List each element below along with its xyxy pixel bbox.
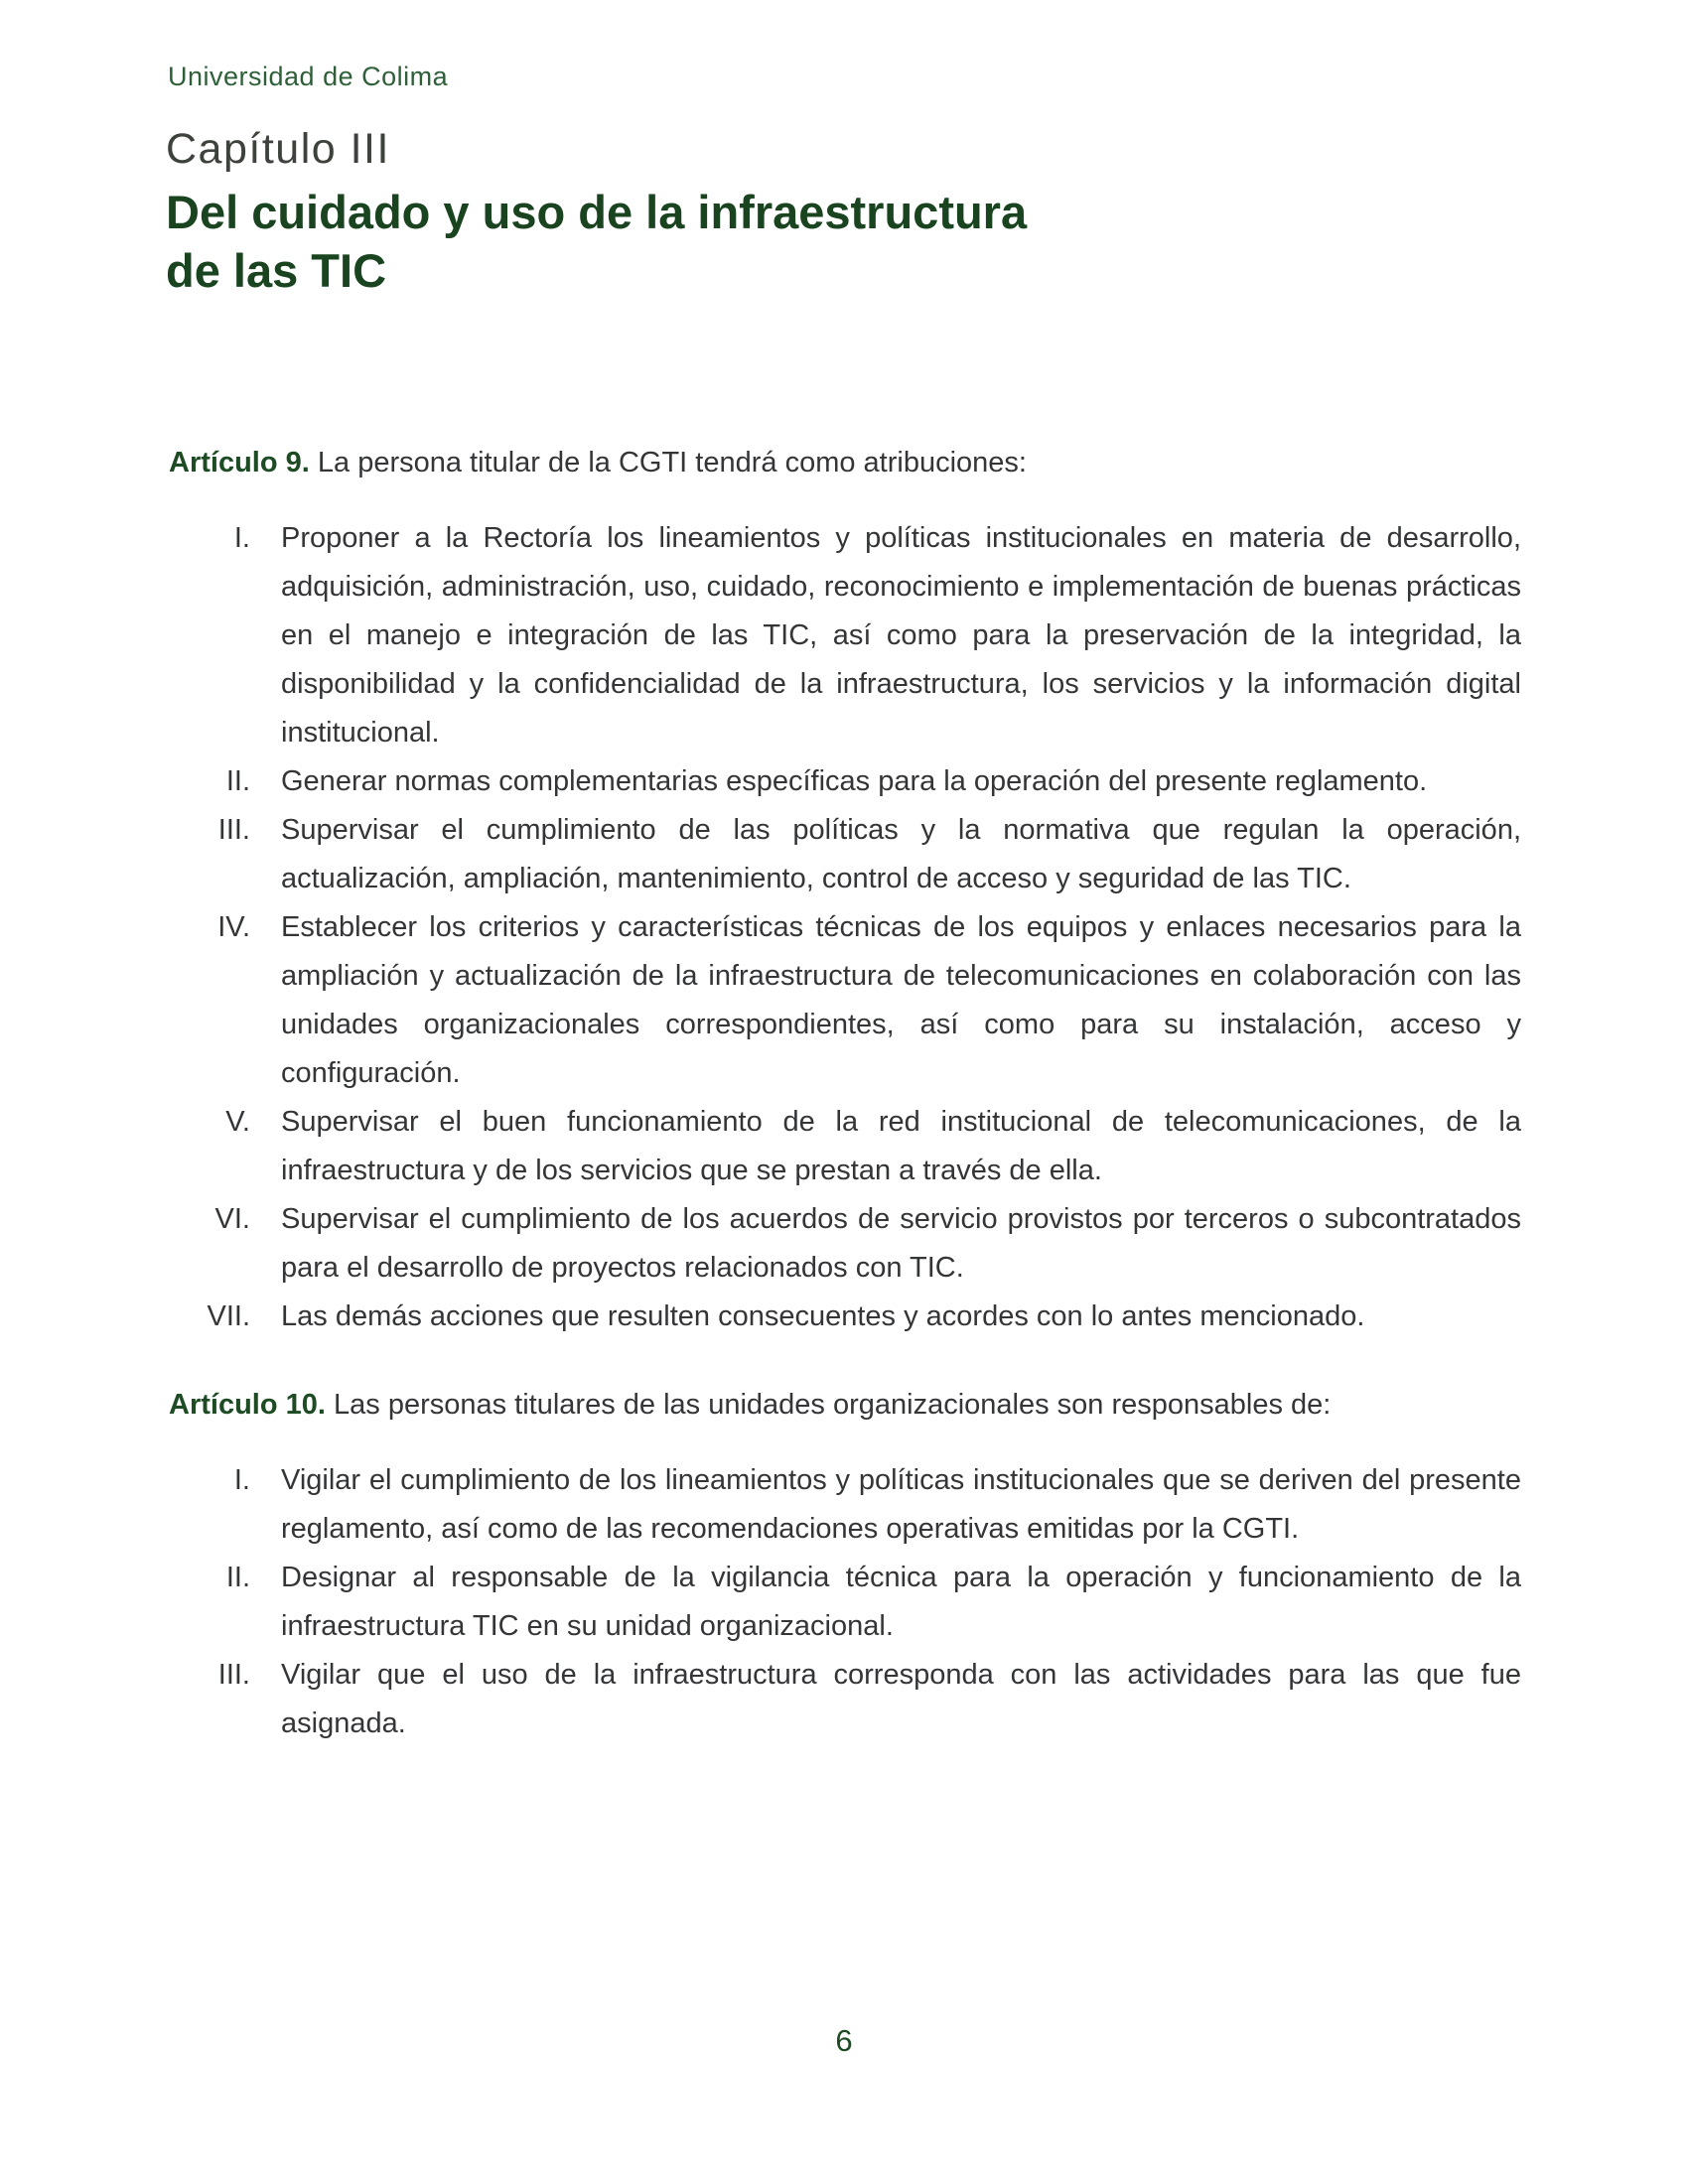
article-list: [169, 1456, 1521, 1748]
article-intro: [169, 439, 1521, 487]
article-intro-text: Las personas titulares de las unidades organizacionales son responsables de:: [334, 1389, 1332, 1421]
articles: [169, 439, 1521, 1748]
list-item-text: Vigilar que el uso de la infraestructura corresponda con las actividades para las que fue asignada.: [281, 1659, 1521, 1739]
page-number: 6: [835, 2023, 853, 2058]
chapter-title-line2: de las TIC: [166, 244, 387, 297]
list-item-text: Vigilar el cumplimiento de los lineamientos y políticas institucionales que se deriven del presente reglamento, así como de las recomendaciones operativas emitidas por la CGTI.: [281, 1464, 1521, 1545]
article-intro: [169, 1381, 1521, 1430]
list-item-text: Supervisar el cumplimiento de los acuerdos de servicio provistos por terceros o subcontratados para el desarrollo de proyectos relacionados con TIC.: [281, 1203, 1521, 1284]
chapter-label: Capítulo III: [166, 125, 390, 173]
list-item: [169, 1293, 1521, 1341]
list-item-numeral: V.: [225, 1106, 250, 1138]
article-list: [169, 514, 1521, 1341]
list-item: [169, 1098, 1521, 1195]
article: [169, 439, 1521, 1341]
article: [169, 1381, 1521, 1748]
list-item-numeral: I.: [233, 1464, 250, 1496]
list-item-numeral: II.: [225, 1562, 250, 1593]
list-item-numeral: VI.: [214, 1203, 250, 1235]
list-item-text: Proponer a la Rectoría los lineamientos y políticas institucionales en materia de desarrollo, adquisición, administración, uso, cuidado, reconocimiento e implementación de buenas prácticas en el manejo e integración de las TIC, así como para la preservación de la integridad, la disponibilidad y la confidencialidad de la infraestructura, los servicios y la información digital institucional.: [281, 522, 1521, 749]
list-item: [169, 903, 1521, 1098]
list-item-text: Supervisar el buen funcionamiento de la red institucional de telecomunicaciones, de la infraestructura y de los servicios que se prestan a través de ella.: [281, 1106, 1521, 1186]
chapter-title-line1: Del cuidado y uso de la infraestructura: [166, 186, 1028, 238]
list-item: [169, 1651, 1521, 1748]
article-label: Artículo 9.: [169, 447, 310, 478]
list-item-text: Las demás acciones que resulten consecuentes y acordes con lo antes mencionado.: [281, 1300, 1365, 1332]
list-item-numeral: I.: [233, 522, 250, 554]
list-item: [169, 806, 1521, 903]
list-item-numeral: III.: [217, 814, 250, 846]
chapter-title: [166, 183, 1027, 300]
list-item-text: Generar normas complementarias específicas para la operación del presente reglamento.: [281, 765, 1428, 797]
article-label: Artículo 10.: [169, 1389, 326, 1421]
list-item: [169, 1554, 1521, 1651]
list-item-text: Supervisar el cumplimiento de las políticas y la normativa que regulan la operación, actualización, ampliación, mantenimiento, control de acceso y seguridad de las TIC.: [281, 814, 1521, 894]
article-intro-text: La persona titular de la CGTI tendrá como atribuciones:: [317, 447, 1027, 478]
list-item-numeral: III.: [217, 1659, 250, 1691]
list-item: [169, 1195, 1521, 1293]
list-item-numeral: IV.: [217, 911, 250, 943]
list-item: [169, 757, 1521, 806]
list-item-text: Designar al responsable de la vigilancia técnica para la operación y funcionamiento de la infraestructura TIC en su unidad organizacional.: [281, 1562, 1521, 1642]
university-header: Universidad de Colima: [168, 62, 449, 91]
list-item-text: Establecer los criterios y características técnicas de los equipos y enlaces necesarios para la ampliación y actualización de la infraestructura de telecomunicaciones en colaboración con las unidades organizacionales correspondientes, así como para su instalación, acceso y configuración.: [281, 911, 1521, 1089]
list-item: [169, 1456, 1521, 1554]
list-item-numeral: II.: [225, 765, 250, 797]
list-item: [169, 514, 1521, 757]
list-item-numeral: VII.: [207, 1300, 250, 1332]
